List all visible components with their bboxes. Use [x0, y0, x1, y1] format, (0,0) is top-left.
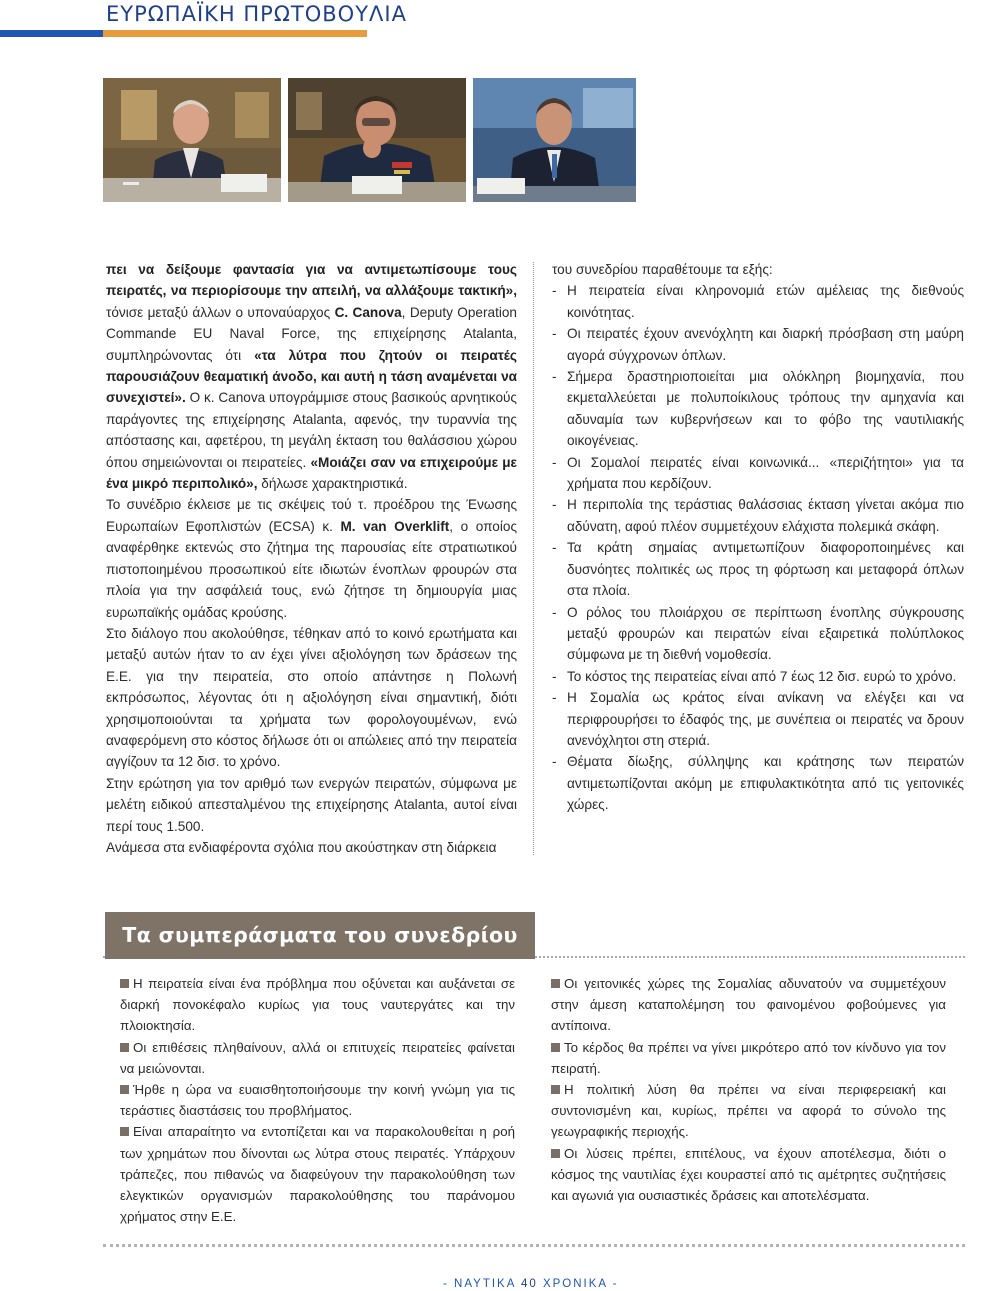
- list-item: - Τα κράτη σημαίας αντιμετωπίζουν διαφοροποιημένες και δυσνόητες πολιτικές ως προς τη φόρτωση και μεταφορά όπλων στα πλοία.: [552, 537, 964, 601]
- article-text-run: C. Canova: [334, 304, 402, 320]
- right-column-intro: του συνεδρίου παραθέτουμε τα εξής:: [552, 262, 773, 277]
- portrait-photo-icon: [103, 78, 281, 202]
- title-rule-orange: [103, 30, 367, 37]
- list-item: - Η περιπολία της τεράστιας θαλάσσιας έκταση γίνεται ακόμα πιο αδύνατη, αφού πλέον συμμετέχουν ελάχιστα πολεμικά σκάφη.: [552, 494, 964, 537]
- article-left-text: [106, 259, 517, 858]
- title-rule-blue: [0, 30, 103, 37]
- footer-right: ΧΡΟΝΙΚΑ -: [542, 1278, 619, 1290]
- list-item: - Ο ρόλος του πλοιάρχου σε περίπτωση ένοπλης σύγκρουσης μεταξύ φρουρών και πειρατών είναι εξαιρετικά πολύπλοκος σύμφωνα με τη διεθνή νομοθεσία.: [552, 602, 964, 666]
- article-text-run: «Μοιάζει σαν να επιχειρούμε με ένα μικρό περιπολικό»,: [106, 454, 517, 492]
- conclusions-title: Τα συμπεράσματα του συνεδρίου: [105, 912, 535, 959]
- conclusions-right-column: [551, 973, 946, 1206]
- square-bullet-icon: [120, 1043, 129, 1052]
- list-item: - Η πειρατεία είναι κληρονομιά ετών αμέλειας της διεθνούς κοινότητας.: [552, 280, 964, 323]
- conclusions-left-column: [120, 973, 515, 1227]
- portrait-photo-icon: [473, 78, 636, 202]
- portrait-photo-icon: [288, 78, 466, 202]
- list-item: - Οι πειρατές έχουν ανενόχλητη και διαρκή πρόσβαση στη μαύρη αγορά σύγχρονων όπλων.: [552, 323, 964, 366]
- article-text-run: , Deputy Operation Commande EU Naval Force, της επιχείρησης Atalanta, συμπληρώνοντας ότι: [106, 304, 517, 363]
- square-bullet-icon: [120, 979, 129, 988]
- comments-list: [552, 280, 964, 815]
- square-bullet-icon: [120, 1127, 129, 1136]
- article-text-run: Ο κ. Canova υπογράμμισε στους βασικούς αρνητικούς παράγοντες της επιχείρησης Atalanta, αφενός, την τυραννία της απόστασης και, αφετέρου, τη μεγάλη έκταση του θαλάσσιου χώρου όπου σημειώνονται οι πειρατείες.: [106, 390, 517, 470]
- square-bullet-icon: [551, 979, 560, 988]
- conclusion-item: Ήρθε η ώρα να ευαισθητοποιήσουμε την κοινή γνώμη για τις τεράστιες διαστάσεις του προβλήματος.: [120, 1082, 515, 1119]
- column-divider: [533, 262, 534, 855]
- article-text-run: Στην ερώτηση για τον αριθμό των ενεργών πειρατών, σύμφωνα με μελέτη ειδικού απεσταλμένου της επιχείρησης Atalanta, αυτοί είναι περί τους 1.500.: [106, 775, 517, 834]
- list-item: - Το κόστος της πειρατείας είναι από 7 έως 12 δισ. ευρώ το χρόνο.: [552, 666, 964, 687]
- article-text-run: M. van Overklift: [340, 518, 450, 534]
- list-item: - Η Σομαλία ως κράτος είναι ανίκανη να ελέγξει και να περιφρουρήσει το έδαφός της, με συνέπεια οι πειρατές να δρουν ανενόχλητοι στη στεριά.: [552, 687, 964, 751]
- square-bullet-icon: [551, 1085, 560, 1094]
- photo-speaker-1: [103, 78, 281, 202]
- article-text-run: Ανάμεσα στα ενδιαφέροντα σχόλια που ακούστηκαν στη διάρκεια: [106, 839, 497, 855]
- square-bullet-icon: [120, 1085, 129, 1094]
- conclusion-item: Οι επιθέσεις πληθαίνουν, αλλά οι επιτυχείς πειρατείες φαίνεται να μειώνονται.: [120, 1039, 515, 1076]
- list-item: - Οι Σομαλοί πειρατές είναι κοινωνικά... «περιζήτητοι» για τα χρήματα που κερδίζουν.: [552, 452, 964, 495]
- page-number: 40: [520, 1278, 538, 1290]
- article-text-run: Το συνέδριο έκλεισε με τις σκέψεις τού τ. προέδρου της Ένωσης Ευρωπαίων Εφοπλιστών (ECSA) κ.: [106, 497, 517, 534]
- photo-speaker-3: [473, 78, 636, 202]
- article-text-run: δήλωσε χαρακτηριστικά.: [257, 476, 408, 492]
- list-item: - Θέματα δίωξης, σύλληψης και κράτησης των πειρατών αντιμετωπίζονται ακόμη με επιφυλακτικότητα από τις γειτονικές χώρες.: [552, 751, 964, 815]
- article-text-run: Στο διάλογο που ακολούθησε, τέθηκαν από το κοινό ερωτήματα και μεταξύ αυτών ήταν το αν έχει γίνει αξιολόγηση των δράσεων της Ε.Ε. για την πειρατεία, στο οποίο απάντησε η Πολωνή εκπρόσωπος, λέγοντας ότι η αξιολόγηση είναι σημαντική, διότι χρησιμοποιούνται τα χρήματα των φορολογουμένων, ενώ αναφερόμενη στο κόστος δήλωσε ότι οι απώλειες από την πειρατεία αγγίζουν τα 12 δισ. το χρόνο.: [106, 625, 517, 770]
- conclusion-item: Το κέρδος θα πρέπει να γίνει μικρότερο από τον κίνδυνο για τον πειρατή.: [551, 1039, 946, 1076]
- photo-speaker-2: [288, 78, 466, 202]
- article-text-run: , ο οποίος αναφέρθηκε εκτενώς στο ζήτημα της παρουσίας είτε στρατιωτικού πιστοποιημένου προσωπικού είτε ιδιωτών ένοπλων φρουρών στα πλοία για την ασφάλειά τους, ενώ ζήτησε τη δημιουργία μιας ευρωπαϊκής ομάδας κρούσης.: [106, 518, 517, 620]
- article-text-run: «τα λύτρα που ζητούν οι πειρατές παρουσιάζουν θεαματική άνοδο, και αυτή η τάση αναμένεται να συνεχιστεί».: [106, 347, 517, 406]
- conclusion-item: Η πολιτική λύση θα πρέπει να είναι περιφερειακή και συντονισμένη και, κυρίως, πρέπει να αφορά το σύνολο της γεωγραφικής περιοχής.: [551, 1082, 946, 1140]
- conclusion-item: Οι γειτονικές χώρες της Σομαλίας αδυνατούν να συμμετέχουν στην άμεση καταπολέμηση του φαινομένου φοβούμενες για αντίποινα.: [551, 976, 946, 1034]
- footer-left: - ΝΑΥΤΙΚΑ: [443, 1278, 516, 1290]
- square-bullet-icon: [551, 1043, 560, 1052]
- article-right-column: [552, 259, 964, 816]
- conclusion-item: Είναι απαραίτητο να εντοπίζεται και να παρακολουθείται η ροή των χρημάτων που δίνονται ως λύτρα στους πειρατές. Υπάρχουν τράπεζες, που πιθανώς να διαφεύγουν την παρακολούθηση των ελεγκτικών οργανισμών παρακολούθησης του παράνομου χρήματος στην Ε.Ε.: [120, 1124, 515, 1225]
- article-left-column: [106, 259, 517, 858]
- article-text-run: τόνισε μεταξύ άλλων ο υποναύαρχος: [106, 304, 335, 320]
- section-title: ΕΥΡΩΠΑΪΚΗ ΠΡΩΤΟΒΟΥΛΙΑ: [106, 2, 407, 26]
- conclusion-item: Οι λύσεις πρέπει, επιτέλους, να έχουν αποτέλεσμα, διότι ο κόσμος της ναυτιλίας έχει κουραστεί από τις αμέτρητες συζητήσεις και αγωνιά για ουσιαστικές δράσεις και αποτελέσματα.: [551, 1145, 946, 1204]
- article-text-run: πει να δείξουμε φαντασία για να αντιμετωπίσουμε τους πειρατές, να περιορίσουμε την απειλή, να αλλάξουμε τακτική»,: [106, 262, 517, 299]
- conclusion-item: Η πειρατεία είναι ένα πρόβλημα που οξύνεται και αυξάνεται σε διαρκή πονοκέφαλο κυρίως για τους ναυτεργάτες και την πλοιοκτησία.: [120, 976, 515, 1034]
- list-item: - Σήμερα δραστηριοποιείται μια ολόκληρη βιομηχανία, που εκμεταλλεύεται με πολυποίκιλους τρόπους την αμηχανία και αδυναμία των κυβερνήσεων και το φόβο της ναυτιλιακής οικογένειας.: [552, 366, 964, 452]
- page-footer: [443, 1278, 618, 1290]
- square-bullet-icon: [551, 1149, 560, 1158]
